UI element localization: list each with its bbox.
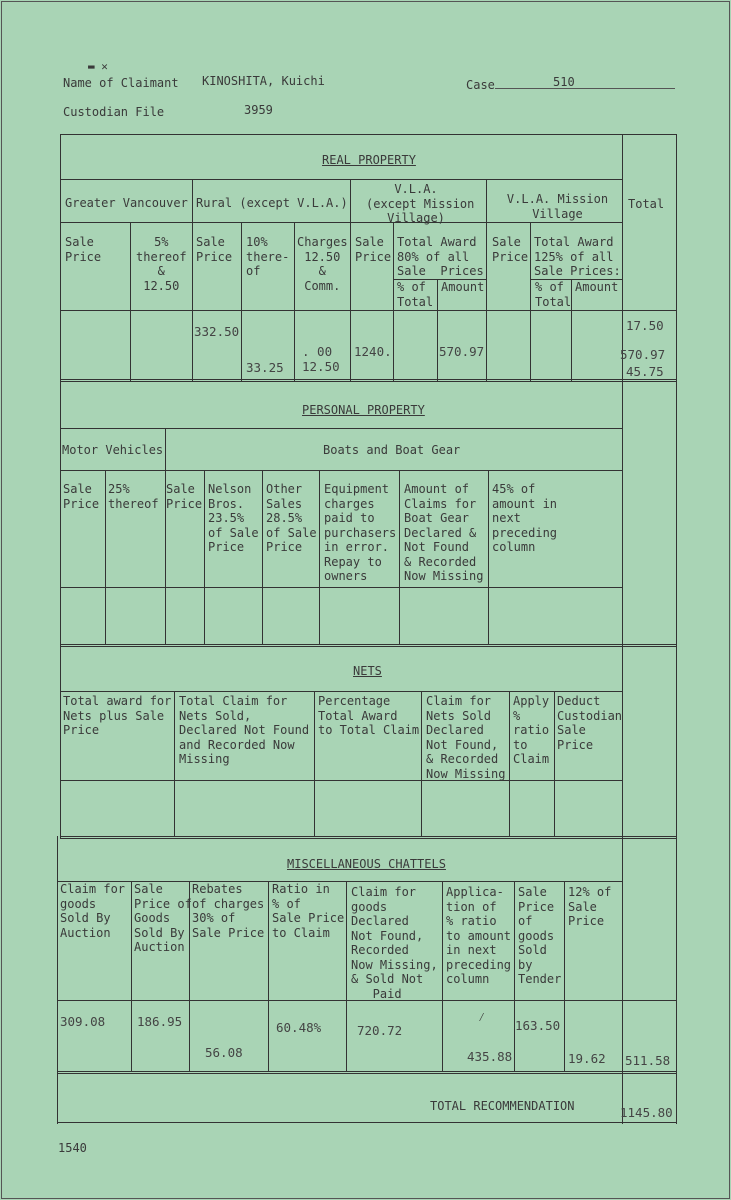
misc-total-value: 511.58	[625, 1053, 671, 1068]
pp-nelson-header: Nelson Bros. 23.5% of Sale Price	[208, 482, 259, 554]
pp-boat-sale-header: Sale Price	[166, 482, 203, 511]
custodian-number: 3959	[244, 103, 273, 117]
misc-tender-header: Sale Price of goods Sold by Tender	[518, 885, 562, 986]
nets-percentage-header: Percentage Total Award to Total Claim	[318, 694, 420, 737]
nets-apply-header: Apply % ratio to Claim	[513, 694, 550, 766]
nets-total-claim-header: Total Claim for Nets Sold, Declared Not Found and Recorded Now Missing	[179, 694, 310, 766]
pp-mv-25pct-header: 25% thereof	[108, 482, 159, 511]
rp-total-header: Total	[628, 197, 665, 211]
nets-title: NETS	[353, 664, 382, 678]
rp-mv-amount-header: Amount	[575, 280, 619, 294]
claimant-label: Name of Claimant	[63, 76, 179, 90]
misc-sale-price-value: 186.95	[137, 1014, 183, 1029]
claimant-name: KINOSHITA, Kuichi	[202, 74, 325, 88]
pp-45pct-header: 45% of amount in next preceding column	[492, 482, 558, 554]
rp-vla-amount-value: 570.97	[439, 344, 485, 359]
misc-ratio-value: 60.48%	[276, 1020, 322, 1035]
rp-gv-5pct-header: 5% thereof & 12.50	[136, 235, 187, 293]
case-label: Case	[466, 78, 495, 92]
misc-application-value: 435.88	[467, 1049, 513, 1064]
pp-boats: Boats and Boat Gear	[323, 443, 461, 457]
case-underline	[495, 88, 675, 89]
rp-mv-sale-header: Sale Price	[492, 235, 529, 264]
misc-claim-goods-value: 309.08	[60, 1014, 106, 1029]
total-recommendation-value: 1145.80	[620, 1105, 673, 1120]
nets-deduct-header: Deduct Custodian Sale Price	[557, 694, 623, 752]
rp-vla-sale-header: Sale Price	[355, 235, 392, 264]
misc-claim-declared-header: Claim for goods Declared Not Found, Recorded Now Missing, & Sold Not Paid	[351, 885, 438, 1001]
pen-mark: ▬ ✕	[88, 60, 108, 73]
misc-ratio-header: Ratio in % of Sale Price to Claim	[272, 882, 345, 940]
total-recommendation-label: TOTAL RECOMMENDATION	[430, 1099, 575, 1113]
misc-title: MISCELLANEOUS CHATTELS	[287, 857, 446, 871]
misc-claim-goods-header: Claim for goods Sold By Auction	[60, 882, 126, 940]
rp-vla-sale-value: 1240.	[354, 344, 392, 359]
real-property-title: REAL PROPERTY	[322, 153, 416, 167]
rp-total-value-1: 17.50	[626, 318, 664, 333]
pp-motor-vehicles: Motor Vehicles	[62, 443, 164, 457]
pp-claims-header: Amount of Claims for Boat Gear Declared & Not Found & Recorded Now Missing	[404, 482, 484, 583]
page-border	[1, 1, 730, 1199]
page-number: 1540	[58, 1141, 87, 1155]
rp-rural-charges-value-1: . 00	[302, 344, 333, 359]
nets-total-award-header: Total award for Nets plus Sale Price	[63, 694, 172, 737]
rp-rural-10pct-header: 10% there- of	[246, 235, 290, 278]
pp-equipment-header: Equipment charges paid to purchasers in error. Repay to owners	[324, 482, 397, 583]
rp-rural-10pct-value: 33.25	[246, 360, 284, 375]
rp-vla-amount-header: Amount	[441, 280, 485, 294]
pp-other-sales-header: Other Sales 28.5% of Sale Price	[266, 482, 317, 554]
rp-gv-sale-header: Sale Price	[65, 235, 102, 264]
rp-group-vla-mission: V.L.A. Mission Village	[506, 192, 609, 221]
rp-mv-pct-total-header: % of Total	[535, 280, 572, 309]
rp-group-vla: V.L.A. (except Mission Village)	[366, 182, 475, 225]
rp-rural-charges-value-2: 12.50	[302, 359, 340, 374]
rp-rural-sale-value: 332.50	[194, 324, 240, 339]
custodian-label: Custodian File	[63, 105, 165, 119]
rp-total-value-3: 45.75	[626, 364, 664, 379]
rp-group-greater-vancouver: Greater Vancouver	[65, 196, 188, 210]
misc-12pct-header: 12% of Sale Price	[568, 885, 612, 928]
pp-mv-sale-header: Sale Price	[63, 482, 100, 511]
tick-mark: ⁄	[478, 1010, 486, 1024]
misc-application-header: Applica- tion of % ratio to amount in next preceding column	[446, 885, 512, 986]
misc-claim-declared-value: 720.72	[357, 1023, 403, 1038]
rp-mv-total-award-header: Total Award 125% of all Sale Prices:	[534, 235, 621, 278]
rp-rural-sale-header: Sale Price	[196, 235, 233, 264]
rp-total-value-2: 570.97	[620, 347, 666, 362]
rp-vla-pct-total-header: % of Total	[397, 280, 434, 309]
misc-12pct-value: 19.62	[568, 1051, 606, 1066]
misc-tender-value: 163.50	[515, 1018, 561, 1033]
personal-property-title: PERSONAL PROPERTY	[302, 403, 425, 417]
nets-claim-header: Claim for Nets Sold Declared Not Found, & Recorded Now Missing	[426, 694, 506, 781]
case-number: 510	[553, 75, 575, 89]
misc-rebates-value: 56.08	[205, 1045, 243, 1060]
rp-group-rural: Rural (except V.L.A.)	[196, 196, 348, 210]
rp-rural-charges-header: Charges 12.50 & Comm.	[297, 235, 348, 293]
misc-sale-price-header: Sale Price of Goods Sold By Auction	[134, 882, 192, 954]
misc-rebates-header: Rebates of charges 30% of Sale Price	[192, 882, 265, 940]
rp-vla-total-award-header: Total Award 80% of all Sale Prices	[397, 235, 484, 278]
